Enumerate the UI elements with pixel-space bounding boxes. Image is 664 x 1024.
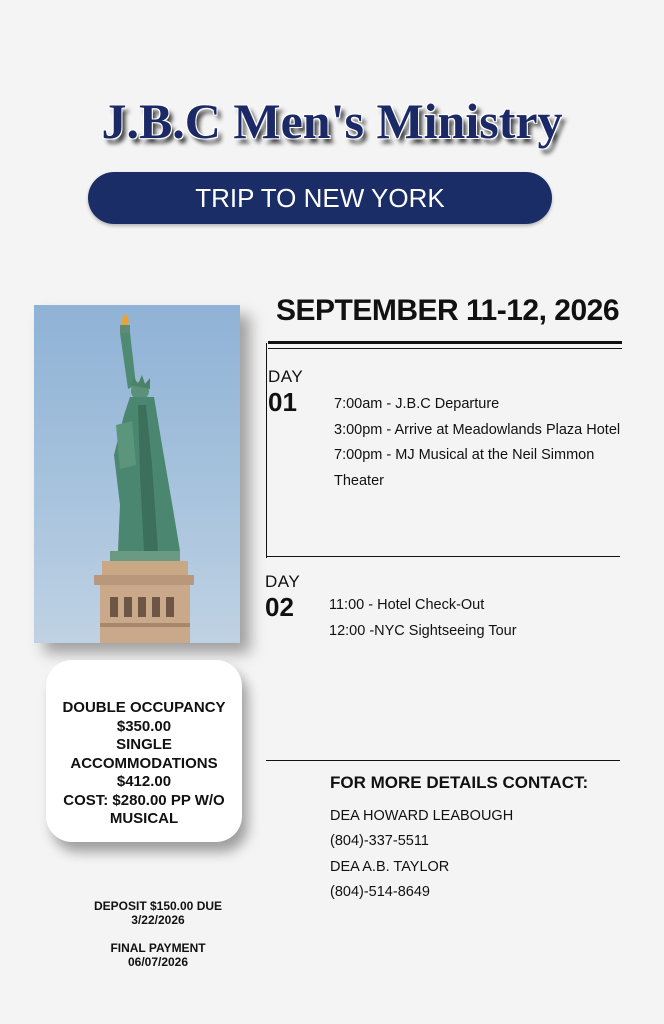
divider — [268, 348, 622, 349]
day-number: 02 — [265, 592, 294, 622]
pricing-line: ACCOMMODATIONS — [70, 754, 218, 772]
trip-banner: TRIP TO NEW YORK — [88, 172, 552, 224]
schedule-item: 12:00 -NYC Sightseeing Tour — [329, 623, 517, 639]
pricing-line: SINGLE — [116, 736, 172, 753]
pricing-line: MUSICAL — [109, 810, 179, 827]
pricing-line: COST: $280.00 PP W/O — [63, 791, 225, 809]
schedule-item: 11:00 - Hotel Check-Out — [329, 597, 485, 613]
flyer-title: J.B.C Men's Ministry — [101, 93, 563, 149]
divider — [266, 343, 267, 558]
pricing-details — [46, 699, 242, 829]
contact-phone: (804)-514-8649 — [330, 884, 430, 900]
pricing-line: DOUBLE OCCUPANCY — [62, 699, 226, 716]
schedule-item: 7:00pm - MJ Musical at the Neil Simmon — [334, 447, 595, 463]
deposit-amount: DEPOSIT $150.00 DUE — [93, 899, 223, 913]
deposit-date: 3/22/2026 — [131, 913, 185, 927]
final-payment-date: 06/07/2026 — [127, 955, 189, 969]
contact-name: DEA A.B. TAYLOR — [330, 859, 450, 875]
day-label: DAY — [265, 572, 301, 591]
divider — [266, 556, 620, 557]
final-payment-label: FINAL PAYMENT — [110, 941, 206, 955]
day-number: 01 — [268, 387, 297, 417]
day-label: DAY — [268, 367, 304, 386]
schedule-item: 7:00am - J.B.C Departure — [334, 396, 500, 412]
divider — [266, 760, 620, 761]
pricing-line: $350.00 — [116, 717, 172, 735]
contact-heading: FOR MORE DETAILS CONTACT: — [330, 773, 589, 792]
contact-name: DEA HOWARD LEABOUGH — [330, 808, 514, 824]
divider — [268, 341, 622, 344]
contact-phone: (804)-337-5511 — [330, 833, 429, 849]
pricing-line: $412.00 — [116, 773, 172, 790]
statue-of-liberty-photo — [34, 305, 240, 643]
trip-dates: SEPTEMBER 11-12, 2026 — [276, 294, 620, 327]
schedule-item: Theater — [334, 473, 384, 489]
final-payment-info — [60, 941, 256, 969]
deposit-info — [60, 899, 256, 927]
schedule-item: 3:00pm - Arrive at Meadowlands Plaza Hotel — [334, 422, 621, 438]
